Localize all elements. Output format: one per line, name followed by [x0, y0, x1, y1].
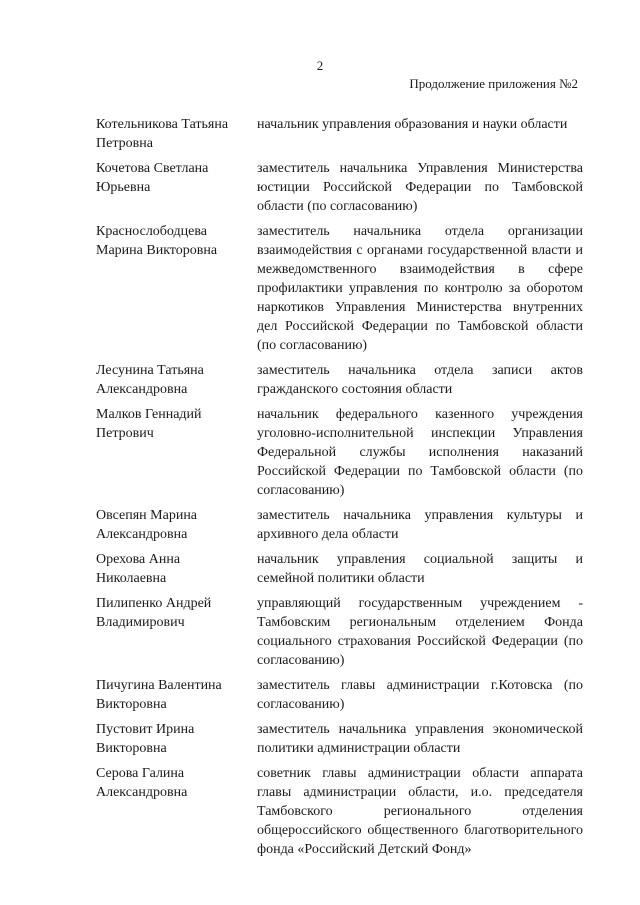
list-item	[96, 720, 586, 758]
list-item	[96, 676, 586, 714]
list-item	[96, 506, 586, 544]
member-position: заместитель начальника управления экономической политики администрации области	[257, 722, 583, 756]
member-list	[96, 115, 586, 865]
member-name: Серова Галина Александровна	[96, 766, 188, 800]
member-name: Краснослободцева Марина Викторовна	[96, 224, 218, 258]
member-name: Малков Геннадий Петрович	[96, 407, 202, 441]
list-item	[96, 405, 586, 500]
member-position: начальник управления образования и науки области	[257, 117, 568, 132]
page-number: 2	[316, 58, 324, 73]
appendix-continuation-title: Продолжение приложения №2	[409, 76, 578, 91]
member-position: заместитель главы администрации г.Котовска (по согласованию)	[257, 678, 583, 712]
list-item	[96, 159, 586, 216]
list-item	[96, 550, 586, 588]
member-name: Пустовит Ирина Викторовна	[96, 722, 195, 756]
member-name: Лесунина Татьяна Александровна	[96, 363, 204, 397]
member-name: Орехова Анна Николаевна	[96, 552, 181, 586]
member-position: начальник управления социальной защиты и семейной политики области	[257, 552, 583, 586]
list-item	[96, 594, 586, 670]
member-name: Пилипенко Андрей Владимирович	[96, 596, 212, 630]
member-position: советник главы администрации области аппарата главы администрации области, и.о. председателя Тамбовского регионального отделения общероссийского общественного благотворительного фонда «Российский Детский Фонд»	[257, 766, 583, 857]
list-item	[96, 222, 586, 355]
list-item	[96, 115, 586, 153]
member-name: Котельникова Татьяна Петровна	[96, 117, 229, 151]
list-item	[96, 764, 586, 859]
member-name: Пичугина Валентина Викторовна	[96, 678, 222, 712]
list-item	[96, 361, 586, 399]
member-position: начальник федерального казенного учреждения уголовно-исполнительной инспекции Управления Федеральной службы исполнения наказаний Российской Федерации по Тамбовской области (по согласованию)	[257, 407, 583, 498]
member-position: заместитель начальника отдела организации взаимодействия с органами государственной власти и межведомственного взаимодействия в сфере профилактики управления по контролю за оборотом наркотиков Управления Министерства внутренних дел Российской Федерации по Тамбовской области (по согласованию)	[257, 224, 583, 353]
member-position: заместитель начальника отдела записи актов гражданского состояния области	[257, 363, 583, 397]
member-name: Кочетова Светлана Юрьевна	[96, 161, 209, 195]
member-position: заместитель начальника управления культуры и архивного дела области	[257, 508, 583, 542]
member-position: управляющий государственным учреждением - Тамбовским региональным отделением Фонда социального страхования Российской Федерации (по согласованию)	[257, 596, 583, 668]
member-position: заместитель начальника Управления Министерства юстиции Российской Федерации по Тамбовской области (по согласованию)	[257, 161, 583, 214]
member-name: Овсепян Марина Александровна	[96, 508, 198, 542]
